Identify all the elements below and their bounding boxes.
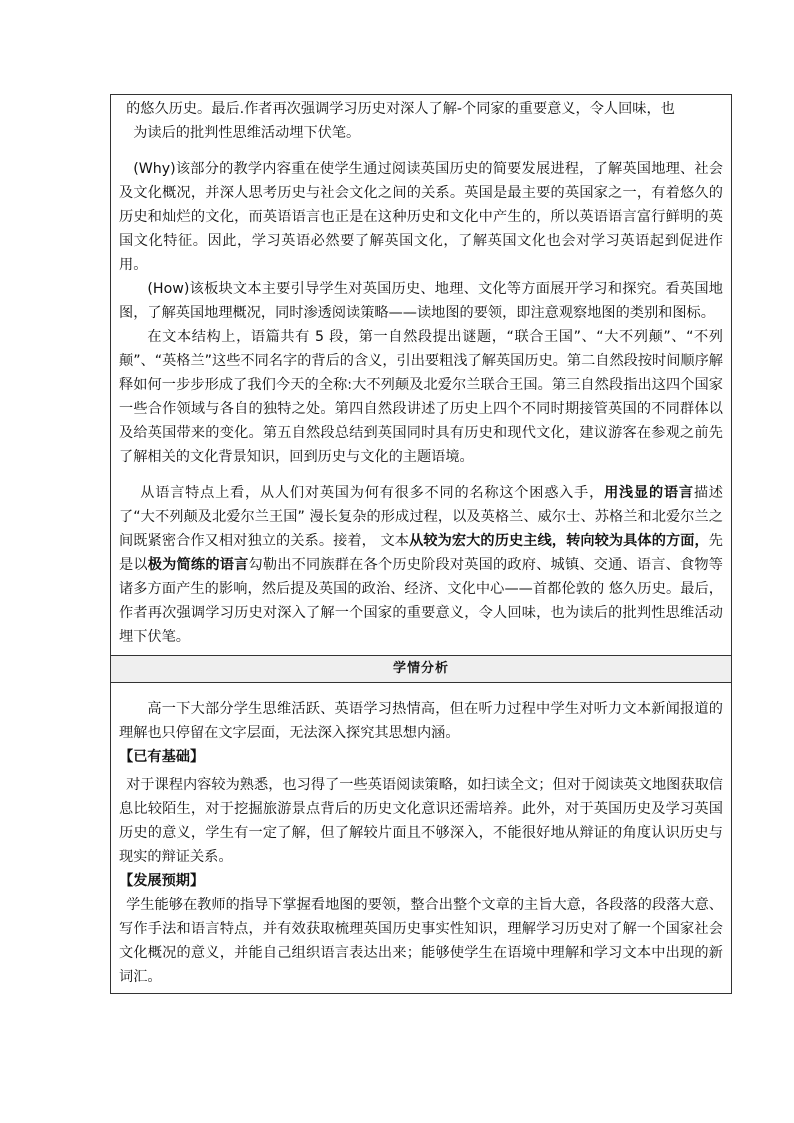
language-features-paragraph [119,481,723,649]
continuation-cell [111,95,732,656]
why-paragraph: (Why)该部分的教学内容重在使学生通过阅读英国历史的简要发展进程，了解英国地理、社会及文化概况，并深人思考历史与社会文化之间的关系。英国是最主要的英国家之一，有着悠久的历史和灿烂的文化，而英语语言也正是在这种历史和文化中产生的，所以英语语言富行鲜明的英国文化特征。因此，学习英语必然要了解英国文化，了解英国文化也会对学习英语起到促进作用。 [119,161,723,273]
section-header-learner-analysis: 学情分析 [111,656,732,683]
learner-analysis-cell [111,683,732,994]
learner-intro: 高一下大部分学生思维活跃、英语学习热情高，但在听力过程中学生对听力文本新闻报道的理解也只停留在文字层面，无法深入探究其思想内涵。 [119,701,723,741]
continuation-line-2: 为读后的批判性思维活动埋下伏笔。 [133,125,361,141]
spacer [119,145,723,157]
continuation-line-1: 的悠久历史。最后.作者再次强调学习历史对深人了解-个同家的重要意义，令人回味，也 [126,101,675,117]
structure-paragraph: 在文本结构上，语篇共有 5 段，第一自然段提出谜题，“联合王国”、“大不列颠”、“不列颠”、“英格兰”这些不同名字的背后的含义，引出要粗浅了解英国历史。第二自然段按时间顺序解释如何一步步形成了我们今天的全称:大不列颠及北爱尔兰联合王国。第三自然段指出这四个国家一些合作领域与各自的独特之处。第四自然段讲述了历史上四个不同时期接管英国的不同群体以及给英国带来的变化。第五自然段总结到英国同时具有历史和现代文化，建议游客在参观之前先了解相关的文化背景知识，回到历史与文化的主题语境。 [119,329,723,465]
table-row [111,656,732,683]
expected-development-heading: 【发展预期】 [119,873,205,889]
expected-development-text: 学生能够在教师的指导下掌握看地图的要领，整合出整个文章的主旨大意，各段落的段落大意、写作手法和语言特点，并有效获取梳理英国历史事实性知识，理解学习历史对了解一个国家社会文化概况的意义，并能自己组织语言表达出来；能够使学生在语境中理解和学习文本中出现的新词汇。 [119,897,723,985]
text-segment: 描述了“大不列颠及北爱尔兰王国” 漫长复杂的形成过程，以及英格兰、威尔士、苏格兰和北爱尔兰之间既紧密合作又相对独立的关系。接着， 文本 [119,485,723,549]
spacer [119,469,723,481]
how-paragraph: (How)该板块文本主要引导学生对英国历史、地理、文化等方面展开学习和探究。看英国地图，了解英国地理概况，同时渗透阅读策略——读地图的要领，即注意观察地图的类别和图标。 [119,281,723,321]
existing-foundation-text: 对于课程内容较为熟悉，也习得了一些英语阅读策略，如扫读全文；但对于阅读英文地图获取信息比较陌生，对于挖掘旅游景点背后的历史文化意识还需培养。此外，对于英国历史及学习英国历史的意义，学生有一定了解，但了解较片面且不够深入，不能很好地从辩证的角度认识历史与现实的辩证关系。 [119,777,723,865]
lesson-plan-table [110,94,732,994]
table-row [111,95,732,656]
text-segment: 从语言特点上看，从人们对英国为何有很多不同的名称这个困惑入手， [140,485,605,501]
table-row [111,683,732,994]
bold-segment: 用浅显的语言 [604,485,694,501]
bold-segment: 从较为宏大的历史主线，转向较为具体的方面， [409,533,709,549]
text-segment: 勾勒出不同族群在各个历史阶段对英国的政府、城镇、交通、语言、食物等诸多方面产生的影响，然后提及英国的政治、经济、文化中心——首都伦敦的 悠久历史。最后，作者再次强调学习历史对深入了解一个国家的重要意义，令人回味，也为读后的批判性思维活动埋下伏笔。 [119,557,723,645]
existing-foundation-heading: 【已有基础】 [119,749,205,765]
bold-segment: 极为简练的语言 [147,557,249,573]
text-segment: 先是以 [119,533,723,573]
